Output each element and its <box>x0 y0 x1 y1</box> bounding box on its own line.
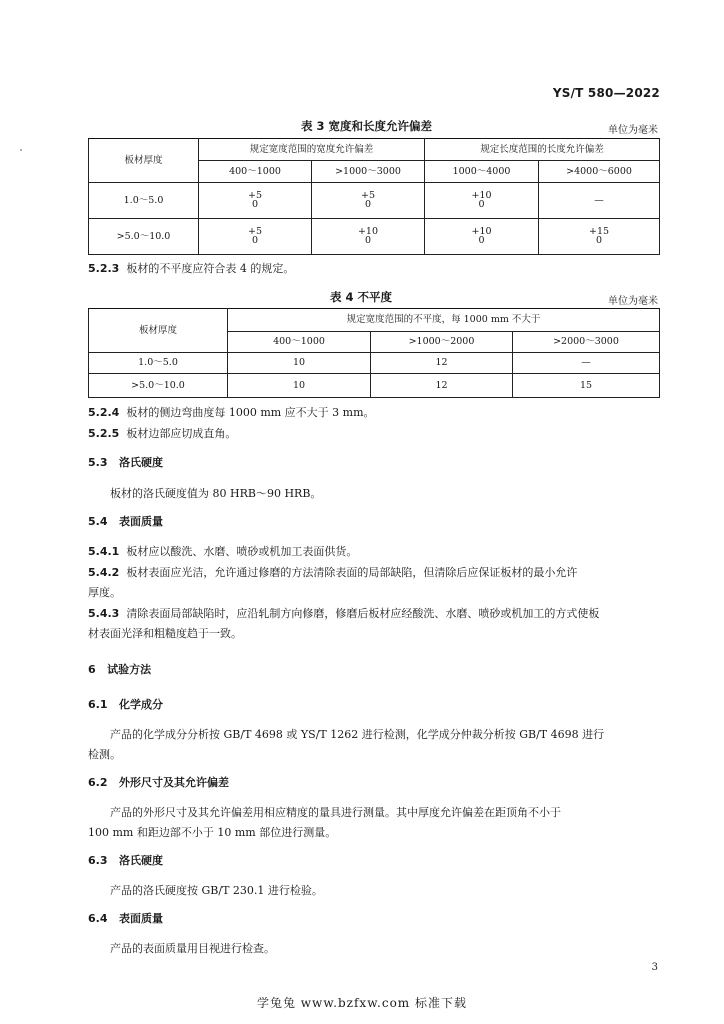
flatness-cell: 12 <box>371 374 513 398</box>
tolerance-upper: +10 <box>471 189 492 201</box>
clause-5-4-1: 5.4.1 板材应以酸洗、水磨、喷砂或机加工表面供货。 <box>88 545 358 558</box>
section-5-4-heading: 5.4 表面质量 <box>88 515 163 528</box>
table3-row-thickness: >5.0～10.0 <box>89 219 199 255</box>
table3-title: 表 3 宽度和长度允许偏差 <box>301 119 433 133</box>
table3-header-length: 规定长度范围的长度允许偏差 <box>425 139 660 161</box>
tolerance-cell <box>199 183 312 219</box>
table3-header-width: 规定宽度范围的宽度允许偏差 <box>199 139 425 161</box>
table-row <box>89 183 660 219</box>
flatness-cell: 10 <box>228 353 371 374</box>
tolerance-cell <box>199 219 312 255</box>
page-number: 3 <box>651 962 658 973</box>
tolerance-lower: 0 <box>364 199 372 211</box>
table4-title: 表 4 不平度 <box>330 290 393 304</box>
tolerance-cell <box>312 219 425 255</box>
tolerance-lower: 0 <box>478 199 485 211</box>
tolerance-lower: 0 <box>251 199 259 211</box>
tolerance-cell <box>539 183 660 219</box>
table4-header-thickness: 板材厚度 <box>89 309 228 353</box>
flatness-cell: 12 <box>371 353 513 374</box>
clause-5-2-5: 5.2.5 板材边部应切成直角。 <box>88 427 237 440</box>
tolerance-lower: 0 <box>251 235 259 247</box>
table4-subheader: 400～1000 <box>228 332 371 353</box>
table3-header-thickness: 板材厚度 <box>89 139 199 183</box>
clause-6-4-text: 产品的表面质量用目视进行检查。 <box>110 942 275 955</box>
tolerance-lower: 0 <box>364 235 372 247</box>
clause-5-2-4: 5.2.4 板材的侧边弯曲度每 1000 mm 应不大于 3 mm。 <box>88 406 375 419</box>
tolerance-cell <box>425 183 539 219</box>
table-row <box>89 374 660 398</box>
section-6-4-heading: 6.4 表面质量 <box>88 912 163 925</box>
table4-subheader: >2000～3000 <box>513 332 660 353</box>
table3-subheader: 1000～4000 <box>425 161 539 183</box>
table3-unit: 单位为毫米 <box>608 125 658 136</box>
tolerance-cell <box>539 219 660 255</box>
flatness-cell: 10 <box>228 374 371 398</box>
clause-6-1-text-cont: 检测。 <box>88 748 121 761</box>
tolerance-upper: +5 <box>361 189 376 201</box>
tolerance-lower: 0 <box>595 235 603 247</box>
standard-code: YS/T 580—2022 <box>552 86 660 100</box>
table4-row-thickness: 1.0～5.0 <box>89 353 228 374</box>
table4-unit: 单位为毫米 <box>608 296 658 307</box>
flatness-cell: — <box>513 353 660 374</box>
table-row <box>89 219 660 255</box>
section-6-heading: 6 试验方法 <box>88 663 152 676</box>
clause-6-3-text: 产品的洛氏硬度按 GB/T 230.1 进行检验。 <box>110 884 323 897</box>
table4 <box>88 308 660 398</box>
section-6-2-heading: 6.2 外形尺寸及其允许偏差 <box>88 776 229 789</box>
tolerance-upper: +10 <box>357 225 379 237</box>
clause-5-4-2-cont: 厚度。 <box>88 586 121 599</box>
tolerance-upper: +15 <box>588 225 610 237</box>
scan-speck <box>20 149 22 151</box>
flatness-cell: 15 <box>513 374 660 398</box>
tolerance-upper: +5 <box>247 189 262 201</box>
table3 <box>88 138 660 255</box>
section-6-3-heading: 6.3 洛氏硬度 <box>88 854 163 867</box>
tolerance-upper: +5 <box>247 225 262 237</box>
table4-header-flatness: 规定宽度范围的不平度，每 1000 mm 不大于 <box>228 309 660 332</box>
clause-6-2-text-cont: 100 mm 和距边部不小于 10 mm 部位进行测量。 <box>88 826 337 839</box>
tolerance-lower: 0 <box>478 235 485 247</box>
table4-subheader: >1000～2000 <box>371 332 513 353</box>
tolerance-cell <box>425 219 539 255</box>
section-5-3-heading: 5.3 洛氏硬度 <box>88 456 163 469</box>
clause-5-3-text: 板材的洛氏硬度值为 80 HRB～90 HRB。 <box>110 487 322 500</box>
clause-5-4-3-cont: 材表面光泽和粗糙度趋于一致。 <box>88 627 242 640</box>
clause-5-4-3: 5.4.3 清除表面局部缺陷时，应沿轧制方向修磨，修磨后板材应经酸洗、水磨、喷砂或机加工的方式使板 <box>88 607 600 620</box>
clause-6-2-text: 产品的外形尺寸及其允许偏差用相应精度的量具进行测量。其中厚度允许偏差在距顶角不小于 <box>110 806 561 819</box>
table4-row-thickness: >5.0～10.0 <box>89 374 228 398</box>
footer-watermark: 学兔兔 www.bzfxw.com 标准下载 <box>256 996 468 1010</box>
tolerance-cell <box>312 183 425 219</box>
table3-subheader: >4000～6000 <box>539 161 660 183</box>
tolerance-upper: +10 <box>471 225 492 237</box>
clause-6-1-text: 产品的化学成分分析按 GB/T 4698 或 YS/T 1262 进行检测，化学成分仲裁分析按 GB/T 4698 进行 <box>110 728 605 741</box>
table-row <box>89 353 660 374</box>
clause-5-4-2: 5.4.2 板材表面应光洁，允许通过修磨的方法清除表面的局部缺陷，但清除后应保证板材的最小允许 <box>88 566 578 579</box>
clause-5-2-3: 5.2.3 板材的不平度应符合表 4 的规定。 <box>88 262 295 275</box>
tolerance-upper: — <box>594 194 604 206</box>
table3-subheader: >1000～3000 <box>312 161 425 183</box>
table3-subheader: 400～1000 <box>199 161 312 183</box>
table3-row-thickness: 1.0～5.0 <box>89 183 199 219</box>
section-6-1-heading: 6.1 化学成分 <box>88 698 163 711</box>
